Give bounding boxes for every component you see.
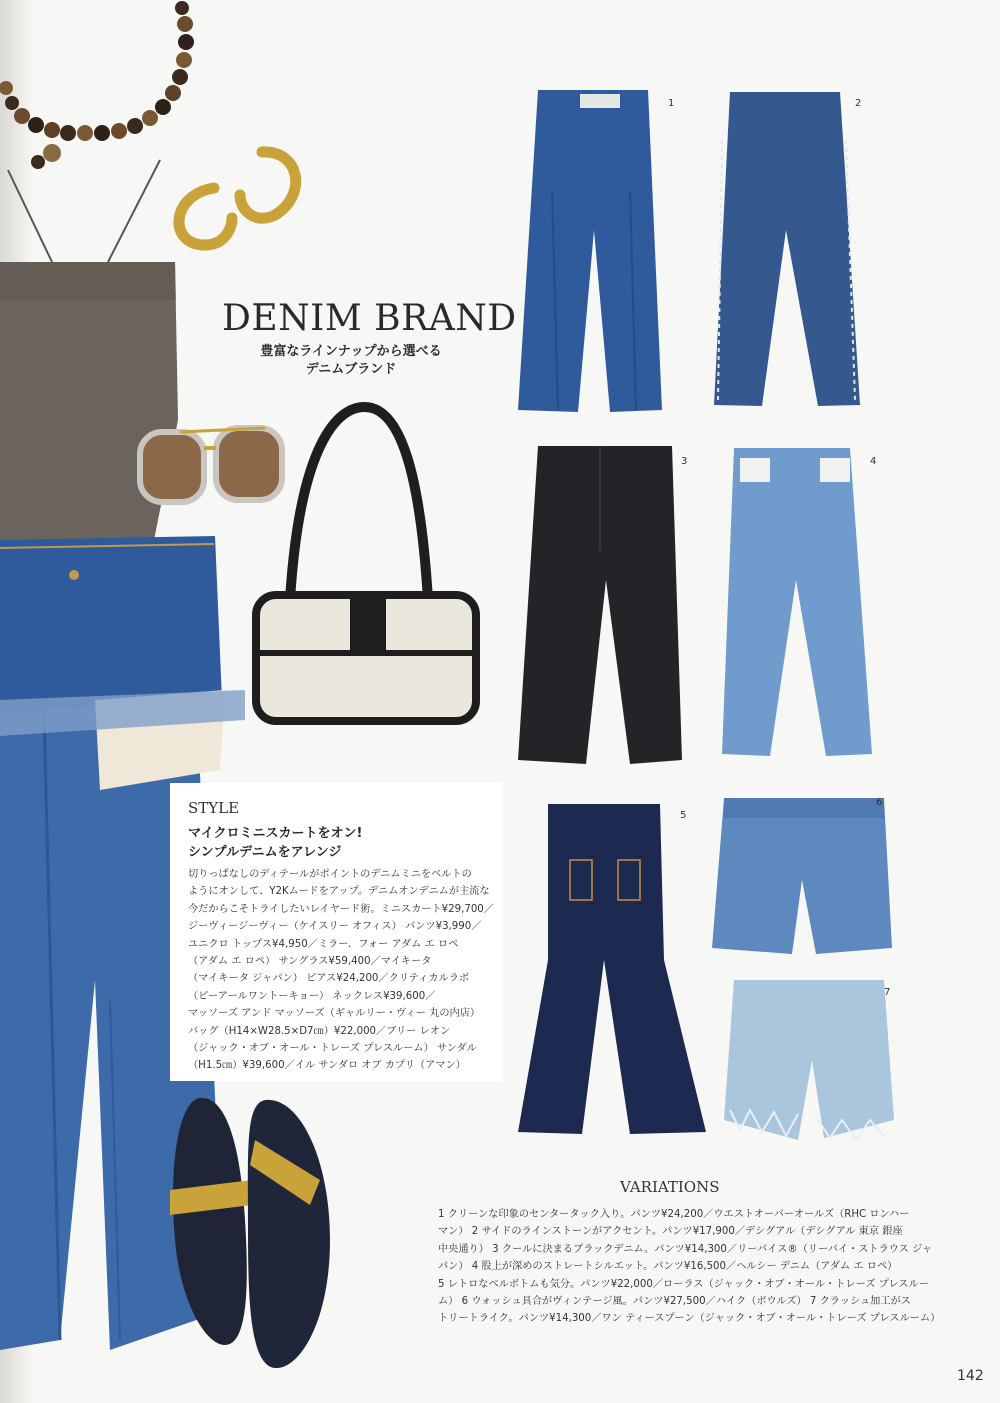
variations-line: 1 クリーンな印象のセンタータック入り。パンツ¥24,200／ウエストオーバーオールズ（RHC ロンハー — [438, 1209, 910, 1220]
item-number: 7 — [884, 987, 891, 998]
style-body-line: （H1.5㎝）¥39,600／イル サンダロ オブ カプリ（アマン） — [188, 1060, 466, 1072]
shorts-photo — [712, 798, 892, 954]
shorts-photo — [724, 980, 894, 1140]
style-body-line: ユニクロ トップス¥4,950／ミラー．フォー アダム エ ロペ — [188, 938, 459, 950]
sunglasses-photo — [140, 428, 282, 502]
necklace-photo — [0, 1, 194, 169]
variations-line: マン） 2 サイドのラインストーンがアクセント。パンツ¥17,900／デシグアル（デシグアル 東京 銀座 — [438, 1226, 903, 1238]
jeans-photo — [714, 92, 860, 406]
earrings-photo — [179, 152, 296, 245]
style-body-line: バッグ（H14×W28.5×D7㎝）¥22,000／ブリー レオン — [188, 1025, 451, 1037]
style-body-line: 切りっぱなしのディテールがポイントのデニムミニをベルトの — [188, 869, 472, 880]
product-grid — [500, 80, 920, 1160]
style-body-line: ジーヴィージーヴィー（ケイスリー オフィス） パンツ¥3,990／ — [188, 921, 482, 933]
item-number: 3 — [681, 456, 688, 467]
style-body-line: マッソーズ アンド マッソーズ（ギャルリー・ヴィー 丸の内店） — [188, 1008, 481, 1020]
style-body-line: （ジャック・オブ・オール・トレーズ プレスルーム） サンダル — [188, 1043, 477, 1055]
bag-photo — [256, 407, 476, 721]
section-subtitle — [244, 343, 458, 379]
subtitle-line-2: デニムブランド — [305, 362, 397, 377]
sandals-photo — [170, 1098, 330, 1368]
page-number: 142 — [957, 1368, 984, 1384]
item-number: 2 — [855, 98, 862, 109]
style-headline — [188, 824, 488, 862]
item-number: 1 — [668, 98, 675, 109]
variations-line: 中央通り） 3 クールに決まるブラックデニム。パンツ¥14,300／リーバイス®（リーバイ・ストラウス ジャ — [438, 1243, 933, 1255]
style-headline-line-1: マイクロミニスカートをオン! — [188, 826, 363, 841]
variations-line: トリートライク。パンツ¥14,300／ワン ティースプーン（ジャック・オブ・オール・トレーズ プレスルーム） — [438, 1313, 941, 1325]
variations-body-text — [438, 1206, 968, 1328]
style-body-line: （マイキータ ジャパン） ピアス¥24,200／クリティカルラボ — [188, 973, 470, 985]
section-title: DENIM BRAND — [222, 298, 517, 339]
style-body-text — [188, 866, 494, 1075]
jeans-photo — [518, 446, 682, 764]
item-number: 4 — [870, 456, 877, 467]
style-headline-line-2: シンプルデニムをアレンジ — [188, 845, 342, 860]
style-label: STYLE — [188, 799, 240, 817]
variations-label: VARIATIONS — [620, 1178, 720, 1196]
style-body-line: ようにオンして、Y2Kムードをアップ。デニムオンデニムが主流な — [188, 886, 490, 898]
subtitle-line-1: 豊富なラインナップから選べる — [260, 344, 442, 359]
style-body-line: （アダム エ ロペ） サングラス¥59,400／マイキータ — [188, 956, 432, 968]
item-number: 5 — [680, 810, 687, 821]
style-body-line: 今だからこそトライしたいレイヤード術。ミニスカート¥29,700／ — [188, 903, 494, 915]
jeans-photo — [518, 90, 662, 412]
item-number: 6 — [876, 797, 883, 808]
style-body-line: （ピーアールワントーキョー） ネックレス¥39,600／ — [188, 990, 436, 1002]
jeans-photo — [722, 448, 872, 756]
jeans-photo — [518, 804, 706, 1134]
variations-line: ム） 6 ウォッシュ具合がヴィンテージ風。パンツ¥27,500／ハイク（ボウルズ） 7 クラッシュ加工がス — [438, 1296, 911, 1308]
variations-line: パン） 4 股上が深めのストレートシルエット。パンツ¥16,500／ヘルシー デニム（アダム エ ロペ） — [438, 1261, 898, 1273]
variations-line: 5 レトロなベルボトムも気分。パンツ¥22,000／ローラス（ジャック・オブ・オール・トレーズ プレスルー — [438, 1278, 929, 1290]
